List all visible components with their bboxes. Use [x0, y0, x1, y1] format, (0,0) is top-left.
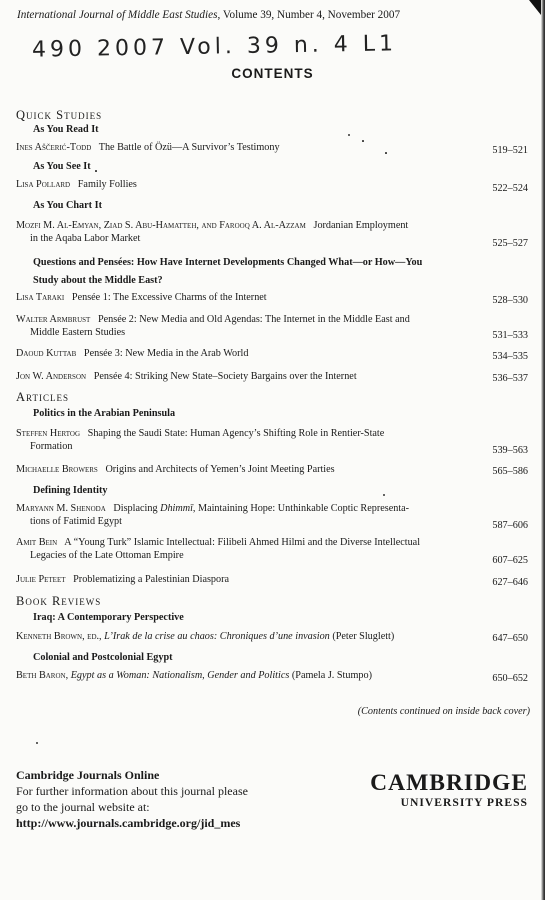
- subhead-colonial-egypt: Colonial and Postcolonial Egypt: [33, 652, 173, 663]
- scan-speck: [348, 134, 350, 136]
- toc-entry-browers[interactable]: [16, 464, 456, 477]
- scan-speck: [383, 494, 385, 496]
- entry-title: Pensée 4: Striking New State–Society Bargains over the Internet: [93, 371, 357, 382]
- subhead-as-you-see: As You See It: [33, 161, 91, 172]
- entry-pages: 528–530: [492, 295, 528, 306]
- page-edge-shadow: [541, 0, 545, 900]
- entry-author: Beth Baron,: [16, 670, 69, 681]
- entry-title-italic: Egypt as a Woman: Nationalism, Gender and Politics: [70, 670, 290, 681]
- entry-author: Mozfi M. Al-Emyan, Ziad S. Abu-Hamatteh, and Farooq A. Al-Azzam: [16, 220, 306, 231]
- toc-entry-anderson[interactable]: [16, 371, 456, 384]
- entry-title: Problematizing a Palestinian Diaspora: [73, 574, 230, 585]
- journal-issue: Volume 39, Number 4, November 2007: [222, 9, 401, 21]
- toc-entry-kuttab[interactable]: [16, 348, 456, 361]
- publisher-logo-main: CAMBRIDGE: [370, 770, 528, 796]
- entry-pages: 519–521: [492, 145, 528, 156]
- questions-line-1: Questions and Pensées: How Have Internet Developments Changed What—or How—You: [33, 257, 423, 268]
- questions-pensees-heading: [33, 254, 488, 290]
- journal-issue-sep: ,: [217, 9, 223, 21]
- toc-entry-armbrust[interactable]: [16, 314, 456, 339]
- entry-pages: 627–646: [492, 577, 528, 588]
- entry-title: Pensée 2: New Media and Old Agendas: The Internet in the Middle East and: [97, 314, 410, 325]
- entry-title-cont: Middle Eastern Studies: [30, 326, 126, 338]
- scan-speck: [362, 140, 364, 142]
- entry-author: Amit Bein: [16, 537, 58, 548]
- entry-title: Pensée 1: The Excessive Charms of the Internet: [71, 292, 267, 303]
- entry-title-cont: tions of Fatimid Egypt: [30, 515, 122, 527]
- entry-title: A “Young Turk” Islamic Intellectual: Filibeli Ahmed Hilmi and the Diverse Intellectual: [64, 537, 421, 548]
- entry-title: The Battle of Özü—A Survivor’s Testimony: [98, 142, 280, 153]
- entry-pages: 522–524: [492, 183, 528, 194]
- cjo-title: Cambridge Journals Online: [16, 768, 160, 782]
- entry-title-pre: Displacing: [113, 503, 161, 514]
- entry-title: (Pamela J. Stumpo): [289, 670, 372, 681]
- entry-title: Shaping the Saudi State: Human Agency’s Shifting Role in Rentier-State: [87, 428, 385, 439]
- subhead-as-you-read: As You Read It: [33, 124, 99, 135]
- entry-author: Lisa Taraki: [16, 292, 65, 303]
- section-articles: Articles: [16, 390, 69, 404]
- entry-title-italic: Dhimmī: [160, 503, 193, 514]
- toc-entry-hertog[interactable]: [16, 428, 456, 453]
- cjo-info-line-1: For further information about this journal please: [16, 784, 248, 798]
- toc-entry-peteet[interactable]: [16, 574, 456, 587]
- scan-speck: [95, 170, 97, 172]
- contents-continued-note: (Contents continued on inside back cover): [357, 706, 530, 717]
- entry-pages: 565–586: [492, 466, 528, 477]
- questions-line-2: Study about the Middle East?: [33, 275, 163, 286]
- entry-author: Walter Armbrust: [16, 314, 91, 325]
- entry-pages: 647–650: [492, 633, 528, 644]
- handwritten-catalog-note: 490 2007 Vol. 39 n. 4 L1: [31, 31, 398, 63]
- toc-entry-taraki[interactable]: [16, 292, 456, 305]
- contents-title: CONTENTS: [231, 66, 314, 81]
- subhead-as-you-chart: As You Chart It: [33, 200, 102, 211]
- journal-website-link[interactable]: http://www.journals.cambridge.org/jid_mes: [16, 816, 241, 830]
- entry-pages: 607–625: [492, 555, 528, 566]
- entry-author: Michaelle Browers: [16, 464, 98, 475]
- entry-title: Origins and Architects of Yemen’s Joint Meeting Parties: [105, 464, 335, 475]
- section-quick-studies: Quick Studies: [16, 108, 103, 122]
- entry-author: Kenneth Brown, ed.,: [16, 631, 102, 642]
- entry-title: Family Follies: [77, 179, 137, 190]
- entry-author: Lisa Pollard: [16, 179, 71, 190]
- entry-author: Maryann M. Shenoda: [16, 503, 106, 514]
- toc-entry-bein[interactable]: [16, 537, 466, 562]
- entry-author: Steffen Hertog: [16, 428, 81, 439]
- entry-title: , Maintaining Hope: Unthinkable Coptic Representa-: [192, 503, 410, 514]
- entry-title-italic: L’Irak de la crise au chaos: Chroniques d’une invasion: [104, 631, 330, 642]
- entry-author: Daoud Kuttab: [16, 348, 77, 359]
- cjo-info-line-2: go to the journal website at:: [16, 800, 150, 814]
- entry-title: Pensée 3: New Media in the Arab World: [83, 348, 249, 359]
- entry-pages: 536–537: [492, 373, 528, 384]
- toc-entry-alemyan[interactable]: [16, 220, 466, 245]
- entry-pages: 539–563: [492, 445, 528, 456]
- entry-title-cont: in the Aqaba Labor Market: [30, 232, 141, 244]
- journal-header: [17, 9, 400, 21]
- entry-title-cont: Legacies of the Late Ottoman Empire: [30, 549, 184, 561]
- toc-entry-brown[interactable]: [16, 631, 466, 644]
- toc-entry-pollard[interactable]: [16, 179, 456, 192]
- scan-speck: [36, 742, 38, 744]
- section-book-reviews: Book Reviews: [16, 594, 102, 608]
- entry-pages: 525–527: [492, 238, 528, 249]
- subhead-iraq: Iraq: A Contemporary Perspective: [33, 612, 184, 623]
- entry-pages: 531–533: [492, 330, 528, 341]
- toc-entry-ascaric[interactable]: [16, 142, 456, 155]
- subhead-defining-identity: Defining Identity: [33, 485, 108, 496]
- subhead-arabian-peninsula: Politics in the Arabian Peninsula: [33, 408, 176, 419]
- entry-author: Julie Peteet: [16, 574, 66, 585]
- entry-title: (Peter Sluglett): [329, 631, 395, 642]
- entry-pages: 534–535: [492, 351, 528, 362]
- entry-author: Jon W. Anderson: [16, 371, 87, 382]
- entry-pages: 650–652: [492, 673, 528, 684]
- toc-entry-shenoda[interactable]: [16, 503, 456, 528]
- entry-title-cont: Formation: [30, 440, 73, 452]
- scan-speck: [385, 152, 387, 154]
- publisher-logo-sub: UNIVERSITY PRESS: [400, 796, 528, 809]
- journal-name: International Journal of Middle East Studies: [17, 9, 218, 21]
- entry-pages: 587–606: [492, 520, 528, 531]
- toc-entry-baron[interactable]: [16, 670, 466, 683]
- entry-title: Jordanian Employment: [313, 220, 409, 231]
- entry-author: Ines Aščerić-Todd: [16, 142, 92, 153]
